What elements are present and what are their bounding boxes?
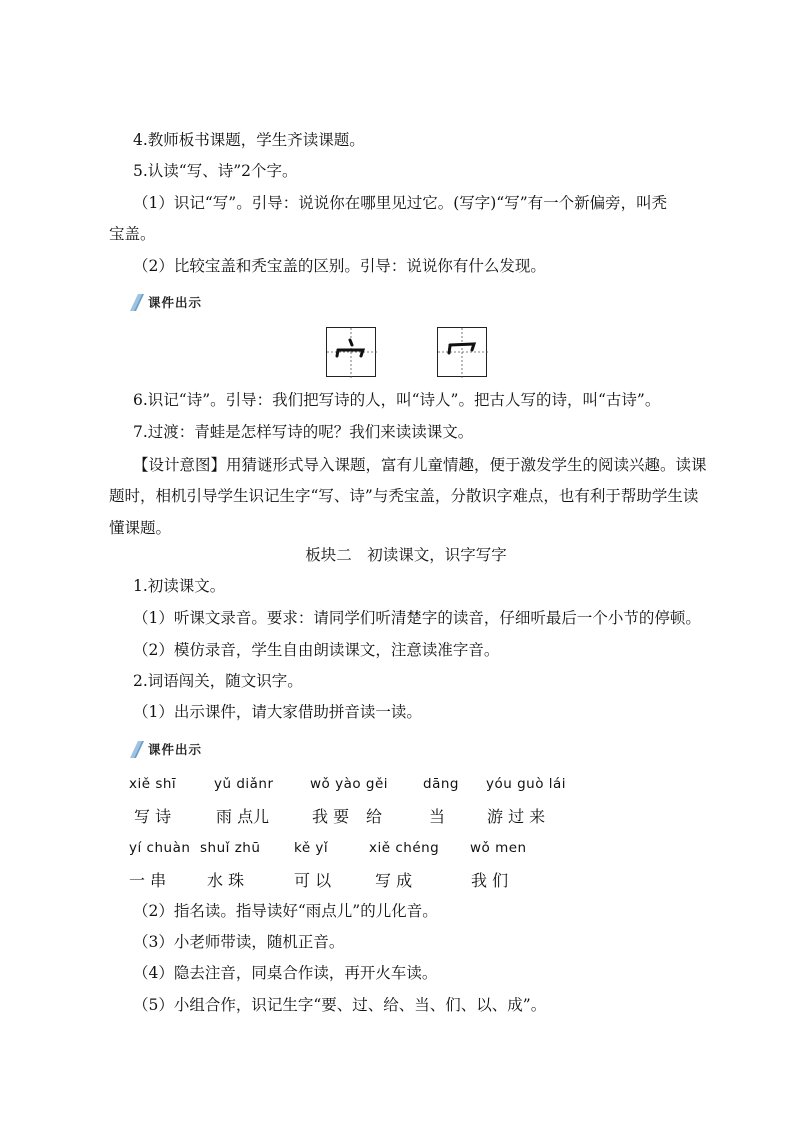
character-grid-mi-radical [326,327,376,377]
design-intent-line3: 懂课题。 [109,519,172,537]
pinyin: yǔ diǎnr [214,776,274,792]
pinyin: dāng [423,776,459,792]
courseware-flag-icon [128,292,144,312]
step-6: 6.识记“诗”。引导：我们把写诗的人，叫“诗人”。把古人写的诗，叫“古诗”。 [133,391,661,409]
step-2-2: （2）指名读。指导读好“雨点儿”的儿化音。 [133,902,438,920]
step-4: 4.教师板书课题，学生齐读课题。 [133,131,365,149]
hanzi: 我 们 [471,871,509,890]
character-grid-bald-radical [437,327,487,377]
hanzi: 一 串 [129,871,167,890]
step-1: 1.初读课文。 [133,577,226,595]
step-5-1-line2: 宝盖。 [109,225,156,243]
hanzi: 雨 点儿 [216,807,270,826]
step-1-1: （1）听课文录音。要求：请同学们听清楚字的读音，仔细听最后一个小节的停顿。 [133,609,701,627]
step-2-1: （1）出示课件，请大家借助拼音读一读。 [133,703,422,721]
pinyin: xiě chéng [369,840,440,856]
hanzi: 可 以 [294,871,332,890]
step-2-3: （3）小老师带读，随机正音。 [133,933,345,951]
pinyin: wǒ yào gěi [310,776,389,792]
hanzi: 写 诗 [134,807,172,826]
step-2: 2.词语闯关，随文识字。 [133,672,303,690]
pinyin: yóu guò lái [486,776,567,792]
design-intent-line1: 【设计意图】用猜谜形式导入课题，富有儿童情趣，便于激发学生的阅读兴趣。读课 [133,456,707,474]
step-5-2: （2）比较宝盖和秃宝盖的区别。引导：说说你有什么发现。 [133,257,546,275]
step-7: 7.过渡：青蛙是怎样写诗的呢？我们来读读课文。 [133,423,474,441]
step-5-1-line1: （1）识记“写”。引导：说说你在哪里见过它。(写字)“写”有一个新偏旁，叫秃 [133,194,668,212]
pinyin: wǒ men [470,840,527,856]
pinyin: xiě shī [129,776,177,792]
pinyin: kě yǐ [294,840,329,856]
hanzi: 我 要 [312,807,350,826]
step-1-2: （2）模仿录音，学生自由朗读课文，注意读准字音。 [133,641,500,659]
hanzi: 游 过 来 [487,807,546,826]
step-2-5: （5）小组合作，识记生字“要、过、给、当、们、以、成”。 [133,996,547,1014]
courseware-tag [128,737,202,761]
step-5: 5.认读“写、诗”2个字。 [133,162,298,180]
hanzi: 写 成 [375,871,413,890]
hanzi: 水 珠 [207,871,245,890]
hanzi: 当 [429,807,446,826]
hanzi: 给 [366,807,383,826]
pinyin: yí chuàn [129,840,191,856]
step-2-4: （4）隐去注音，同桌合作读，再开火车读。 [133,964,438,982]
courseware-label: 课件出示 [148,742,203,757]
courseware-flag-icon [128,739,144,759]
courseware-label: 课件出示 [148,295,203,310]
pinyin: shuǐ zhū [200,840,261,856]
courseware-tag [128,290,202,314]
section-heading: 板块二 初读课文，识字写字 [305,546,507,564]
design-intent-line2: 题时，相机引导学生识记生字“写、诗”与秃宝盖，分散识字难点，也有利于帮助学生读 [109,487,699,505]
